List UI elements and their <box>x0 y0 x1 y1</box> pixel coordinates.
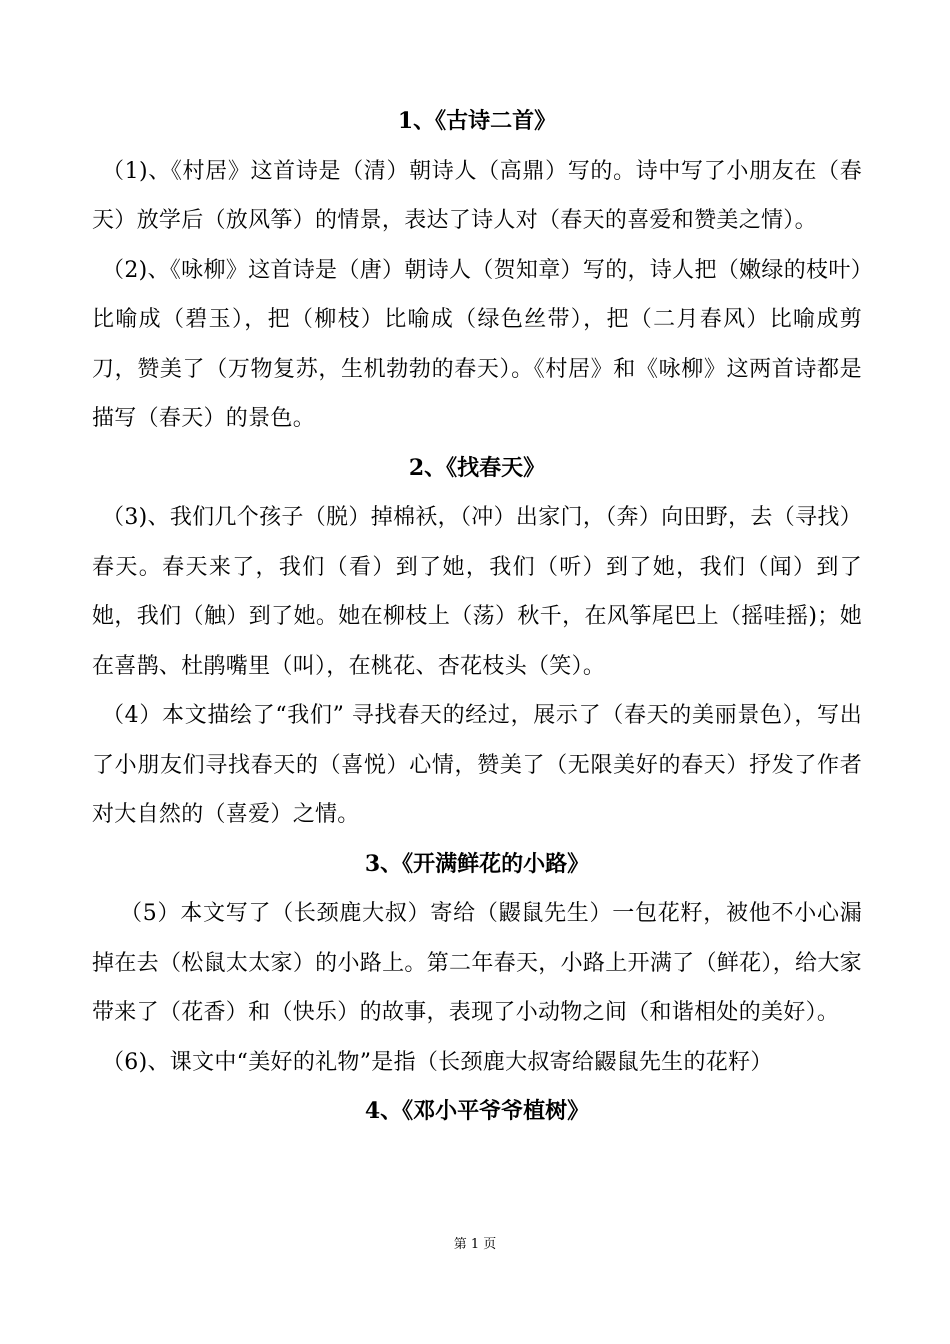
section-heading-3: 3、《开满鲜花的小路》 <box>364 850 590 877</box>
section-heading-4: 4、《邓小平爷爷植树》 <box>364 1098 590 1124</box>
section-heading-2: 2、《找春天》 <box>408 454 546 481</box>
paragraph-6: （6)、课文中“美好的礼物”是指（长颈鹿大叔寄给鼹鼠先生的花籽） <box>102 1049 773 1075</box>
paragraph-5: （5）本文写了（长颈鹿大叔）寄给（鼹鼠先生）一包花籽，被他不小心漏掉在去（松鼠太太家）的小路上。第二年春天，小路上开满了（鲜花），给大家带来了（花香）和（快乐）的故事，表现了小动物之间（和谐相处的美好）。 <box>92 901 862 1025</box>
paragraph-3: （3)、我们几个孩子（脱）掉棉袄，（冲）出家门，（奔）向田野，去（寻找）春天。春天来了，我们（看）到了她，我们（听）到了她，我们（闻）到了她，我们（触）到了她。她在柳枝上（荡）秋千，在风筝尾巴上（摇哇摇)；她在喜鹊、杜鹃嘴里（叫），在桃花、杏花枝头（笑）。 <box>92 505 862 679</box>
page-number: 第 1 页 <box>453 1237 497 1252</box>
section-heading-1: 1、《古诗二首》 <box>397 108 557 134</box>
document-body <box>92 97 862 1137</box>
paragraph-4: （4）本文描绘了“我们” 寻找春天的经过，展示了（春天的美丽景色），写出了小朋友们寻找春天的（喜悦）心情，赞美了（无限美好的春天）抒发了作者对大自然的（喜爱）之情。 <box>92 703 862 827</box>
paragraph-1: （1)、《村居》这首诗是（清）朝诗人（高鼎）写的。诗中写了小朋友在（春天）放学后（放风筝）的情景，表达了诗人对（春天的喜爱和赞美之情）。 <box>92 158 862 233</box>
paragraph-2: （2)、《咏柳》这首诗是（唐）朝诗人（贺知章）写的，诗人把（嫩绿的枝叶）比喻成（碧玉），把（柳枝）比喻成（绿色丝带），把（二月春风）比喻成剪刀，赞美了（万物复苏，生机勃勃的春天）。《村居》和《咏柳》这两首诗都是描写（春天）的景色。 <box>92 257 862 431</box>
